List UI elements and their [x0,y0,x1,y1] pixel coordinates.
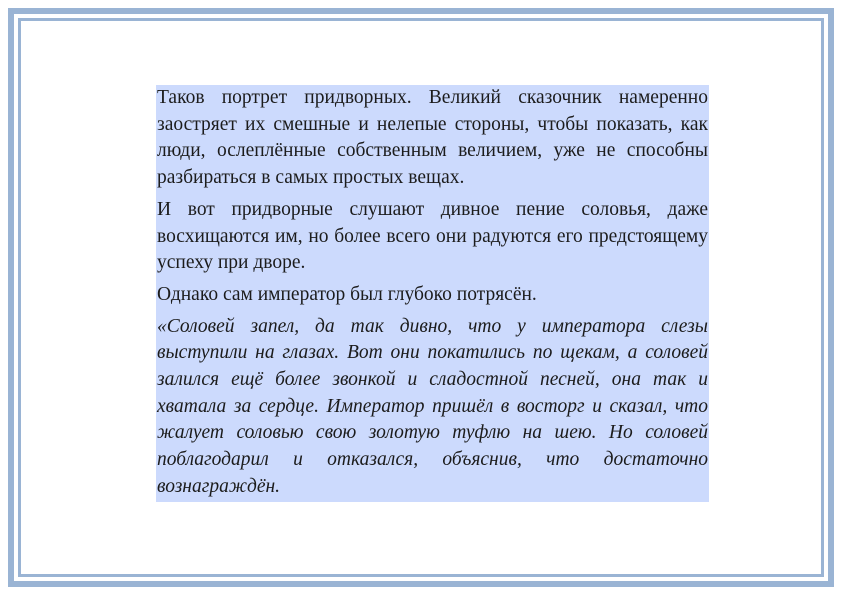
paragraph-courtiers: И вот придворные слушают дивное пение соловья, даже восхищаются им, но более всего они радуются его предстоящему успеху при дворе. [157,198,708,274]
paragraph-portrait: Таков портрет придворных. Великий сказочник намеренно заостряет их смешные и нелепые стороны, чтобы показать, как люди, ослеплённые собственным величием, уже не способны разбираться в самых простых вещах. [157,87,708,189]
text-block [156,85,709,502]
quote-paragraph: «Соловей запел, да так дивно, что у императора слезы выступили на глазах. Вот они покатились по щекам, а соловей залился ещё более звонкой и сладостной песней, она так и хватала за сердце. Император пришёл в восторг и сказал, что жалует соловью свою золотую туфлю на шею. Но соловей поблагодарил и отказался, объяснив, что достаточно вознаграждён. [157,315,708,497]
paragraph-emperor: Однако сам император был глубоко потрясён. [157,283,537,305]
